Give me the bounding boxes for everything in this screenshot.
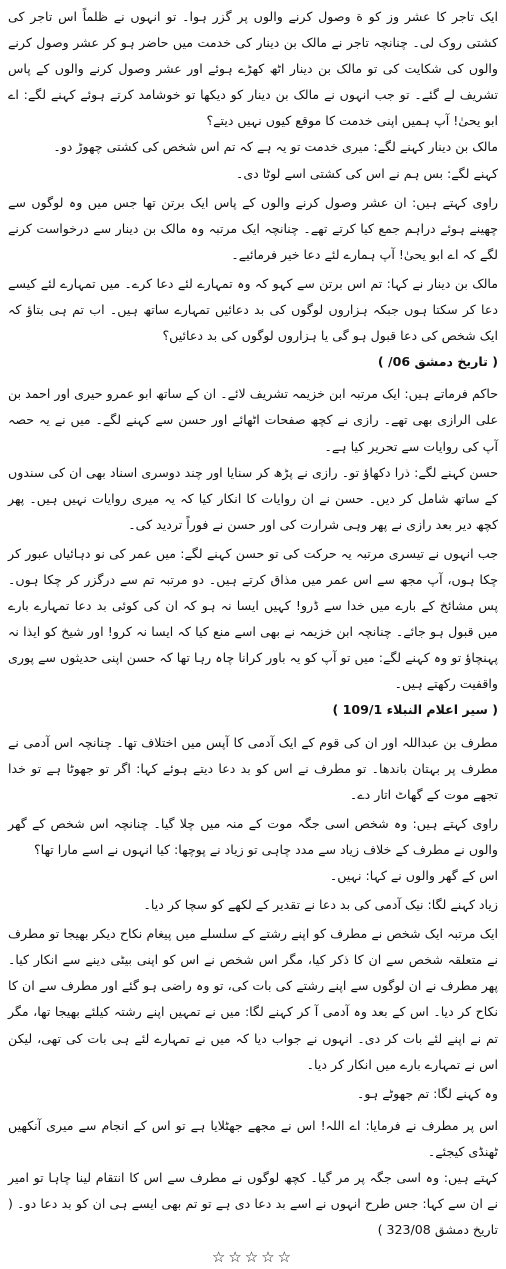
paragraph-mutarrif-dispute: مطرف بن عبداللہ اور ان کی قوم کے ایک آدمی کا آپس میں اختلاف تھا۔ چنانچہ اس آدمی نے مطرف پر بہتان باندھا۔ تو مطرف نے اس کو بد دعا دیتے ہوئے کہا: اگر تو جھوٹا ہے تو خدا تجھے موت کے گھاٹ اتار دے۔ (8, 734, 498, 802)
paragraph-hakim-narration: حاکم فرماتے ہیں: ایک مرتبہ ابن خزیمہ تشریف لائے۔ ان کے ساتھ ابو عمرو حیری اور احمد بن علی الرازی بھی تھے۔ رازی نے کچھ صفحات اٹھائے اور حسن سے کہنے لگے۔ میں نے یہ حصہ آپ کی روایات سے تحریر کیا ہے۔ (8, 386, 498, 454)
paragraph-man-died: راوی کہتے ہیں: وہ شخص اسی جگہ موت کے منہ میں چلا گیا۔ چنانچہ اس شخص کے گھر والوں نے مطرف کے خلاف زیاد سے مدد چاہی تو زیاد نے پوچھا: کیا انہوں نے اسے مارا تھا؟ (8, 815, 498, 857)
paragraph-hasan-denial: حسن کہنے لگے: ذرا دکھاؤ تو۔ رازی نے پڑھ کر سنایا اور چند دوسری اسناد بھی ان کی سندوں کے ساتھ شامل کر دیں۔ حسن نے ان روایات کا انکار کیا کہ یہ میری روایات نہیں ہیں۔ پھر کچھ دیر بعد رازی نے پھر وہی شرارت کی اور حسن نے فوراً تردید کی۔ (8, 464, 498, 532)
star-ornament: ☆☆☆☆☆ (211, 1248, 295, 1267)
paragraph-family-reply: اس کے گھر والوں نے کہا: نہیں۔ (329, 868, 498, 883)
paragraph-malik-reply: مالک بن دینار کہنے لگے: میری خدمت تو یہ ہے کہ تم اس شخص کی کشتی چھوڑ دو۔ (53, 139, 498, 155)
paragraph-marriage-story: ایک مرتبہ ایک شخص نے مطرف کو اپنے رشتے کے سلسلے میں پیغام نکاح دیکر بھیجا تو مطرف نے متعلقہ شخص سے ان کا ذکر کیا، مگر اس شخص نے اس کو اپنی بیٹی دینے سے انکار کیا۔ پھر مطرف نے ان لوگوں سے اپنے رشتے کی بات کی، تو وہ راضی ہو گئے اور مطرف سے ان کا نکاح کر دیا۔ اس کے بعد وہ آدمی آ کر کہنے لگا: میں نے تمہیں اپنے رشتہ کیلئے بھیجا تھا، مگر تم نے اپنے لئے بات کر دی۔ انہوں نے جواب دیا کہ میں نے تمہارے لئے ہی بات کی تھی، لیکن اس نے تمہارے بارے میں انکار کر دیا۔ (8, 926, 498, 1072)
paragraph-malik-answer: مالک بن دینار نے کہا: تم اس برتن سے کہو کہ وہ تمہارے لئے دعا کرے۔ میں تمہارے لئے کیسے دعا کر سکتا ہوں جبکہ ہزاروں لوگوں کی بد دعائیں تمہارے ساتھ ہیں۔ اب تم ہی بتاؤ کہ ایک شخص کی دعا قبول ہو گی یا ہزاروں لوگوں کی بد دعائیں؟ (8, 275, 498, 344)
paragraph-boat-returned: کہنے لگے: بس ہم نے اس کی کشتی اسے لوٹا دی۔ (235, 165, 498, 181)
paragraph-ziyad-remark: زیاد کہنے لگا: نیک آدمی کی بد دعا نے تقدیر کے لکھے کو سچا کر دیا۔ (143, 897, 498, 913)
reference-tarikh-dimashq-1: ( تاریخ دمشق 06/ ) (377, 354, 498, 370)
paragraph-merchant-story: ایک تاجر کا عشر وز کو ة وصول کرنے والوں پر گزر ہوا۔ تو انہوں نے ظلماً اس تاجر کی کشتی روک لی۔ چنانچہ تاجر نے مالک بن دینار کی خدمت میں حاضر ہو کر عشر وصول کرنے والوں کی شکایت کی تو مالک بن دینار اٹھ کھڑے ہوئے اور عشر وصول کرنے والوں کے پاس تشریف لے گئے۔ تو جب انہوں نے مالک بن دینار کو دیکھا تو خوشامد کرتے ہوئے کہنے لگے: اے ابو یحیٰ! آپ ہمیں اپنی خدمت کا موقع کیوں نہیں دیتے؟ (8, 9, 498, 129)
paragraph-mutarrif-prayer: اس پر مطرف نے فرمایا: اے اللہ! اس نے مجھے جھٹلایا ہے تو اس کے انجام سے میری آنکھیں ٹھنڈی کیجئے۔ (8, 1117, 498, 1159)
paragraph-vessel-request: راوی کہتے ہیں: ان عشر وصول کرنے والوں کے پاس ایک برتن تھا جس میں وہ لوگوں سے چھینے ہوئے دراہم جمع کیا کرتے تھے۔ چنانچہ ایک مرتبہ وہ مالک بن دینار سے درخواست کرنے لگے کہ اے ابو یحیٰ! آپ ہمارے لئے دعا خیر فرمائیے۔ (8, 194, 498, 262)
paragraph-third-time: جب انہوں نے تیسری مرتبہ یہ حرکت کی تو حسن کہنے لگے: میں عمر کی نو دہائیاں عبور کر چکا ہوں، آپ مجھ سے اس عمر میں مذاق کرتے ہیں۔ دو مرتبہ تم سے درگزر کر چکا ہوں۔ پس مشائخ کے بارے میں خدا سے ڈرو! کہیں ایسا نہ ہو کہ ان کی کوئی بد دعا تمہارے بارے میں قبول ہو جائے۔ چنانچہ ابن خزیمہ نے بھی اسے منع کیا کہ ایسا نہ کرو! اور شیخ کو ایذا نہ پہنچاؤ تو وہ کہنے لگے: میں تو آپ کو یہ باور کرانا چاہ رہا تھا کہ حسن اپنی حدیثوں سے پوری واقفیت رکھتے ہیں۔ (8, 545, 498, 692)
paragraph-you-lie: وہ کہنے لگا: تم جھوٹے ہو۔ (356, 1085, 498, 1101)
reference-siyar-alam: ( سیر اعلام النبلاء 109/1 ) (332, 702, 498, 718)
paragraph-final-story: کہتے ہیں: وہ اسی جگہ پر مر گیا۔ کچھ لوگوں نے مطرف سے اس کا انتقام لینا چاہا تو امیر نے ان سے کہا: جس طرح انہوں نے اسے بد دعا دی ہے تو تم بھی ایسے ہی ان کو بد دعا دو۔ ( تاریخ دمشق 323/08 ) (8, 1170, 498, 1238)
